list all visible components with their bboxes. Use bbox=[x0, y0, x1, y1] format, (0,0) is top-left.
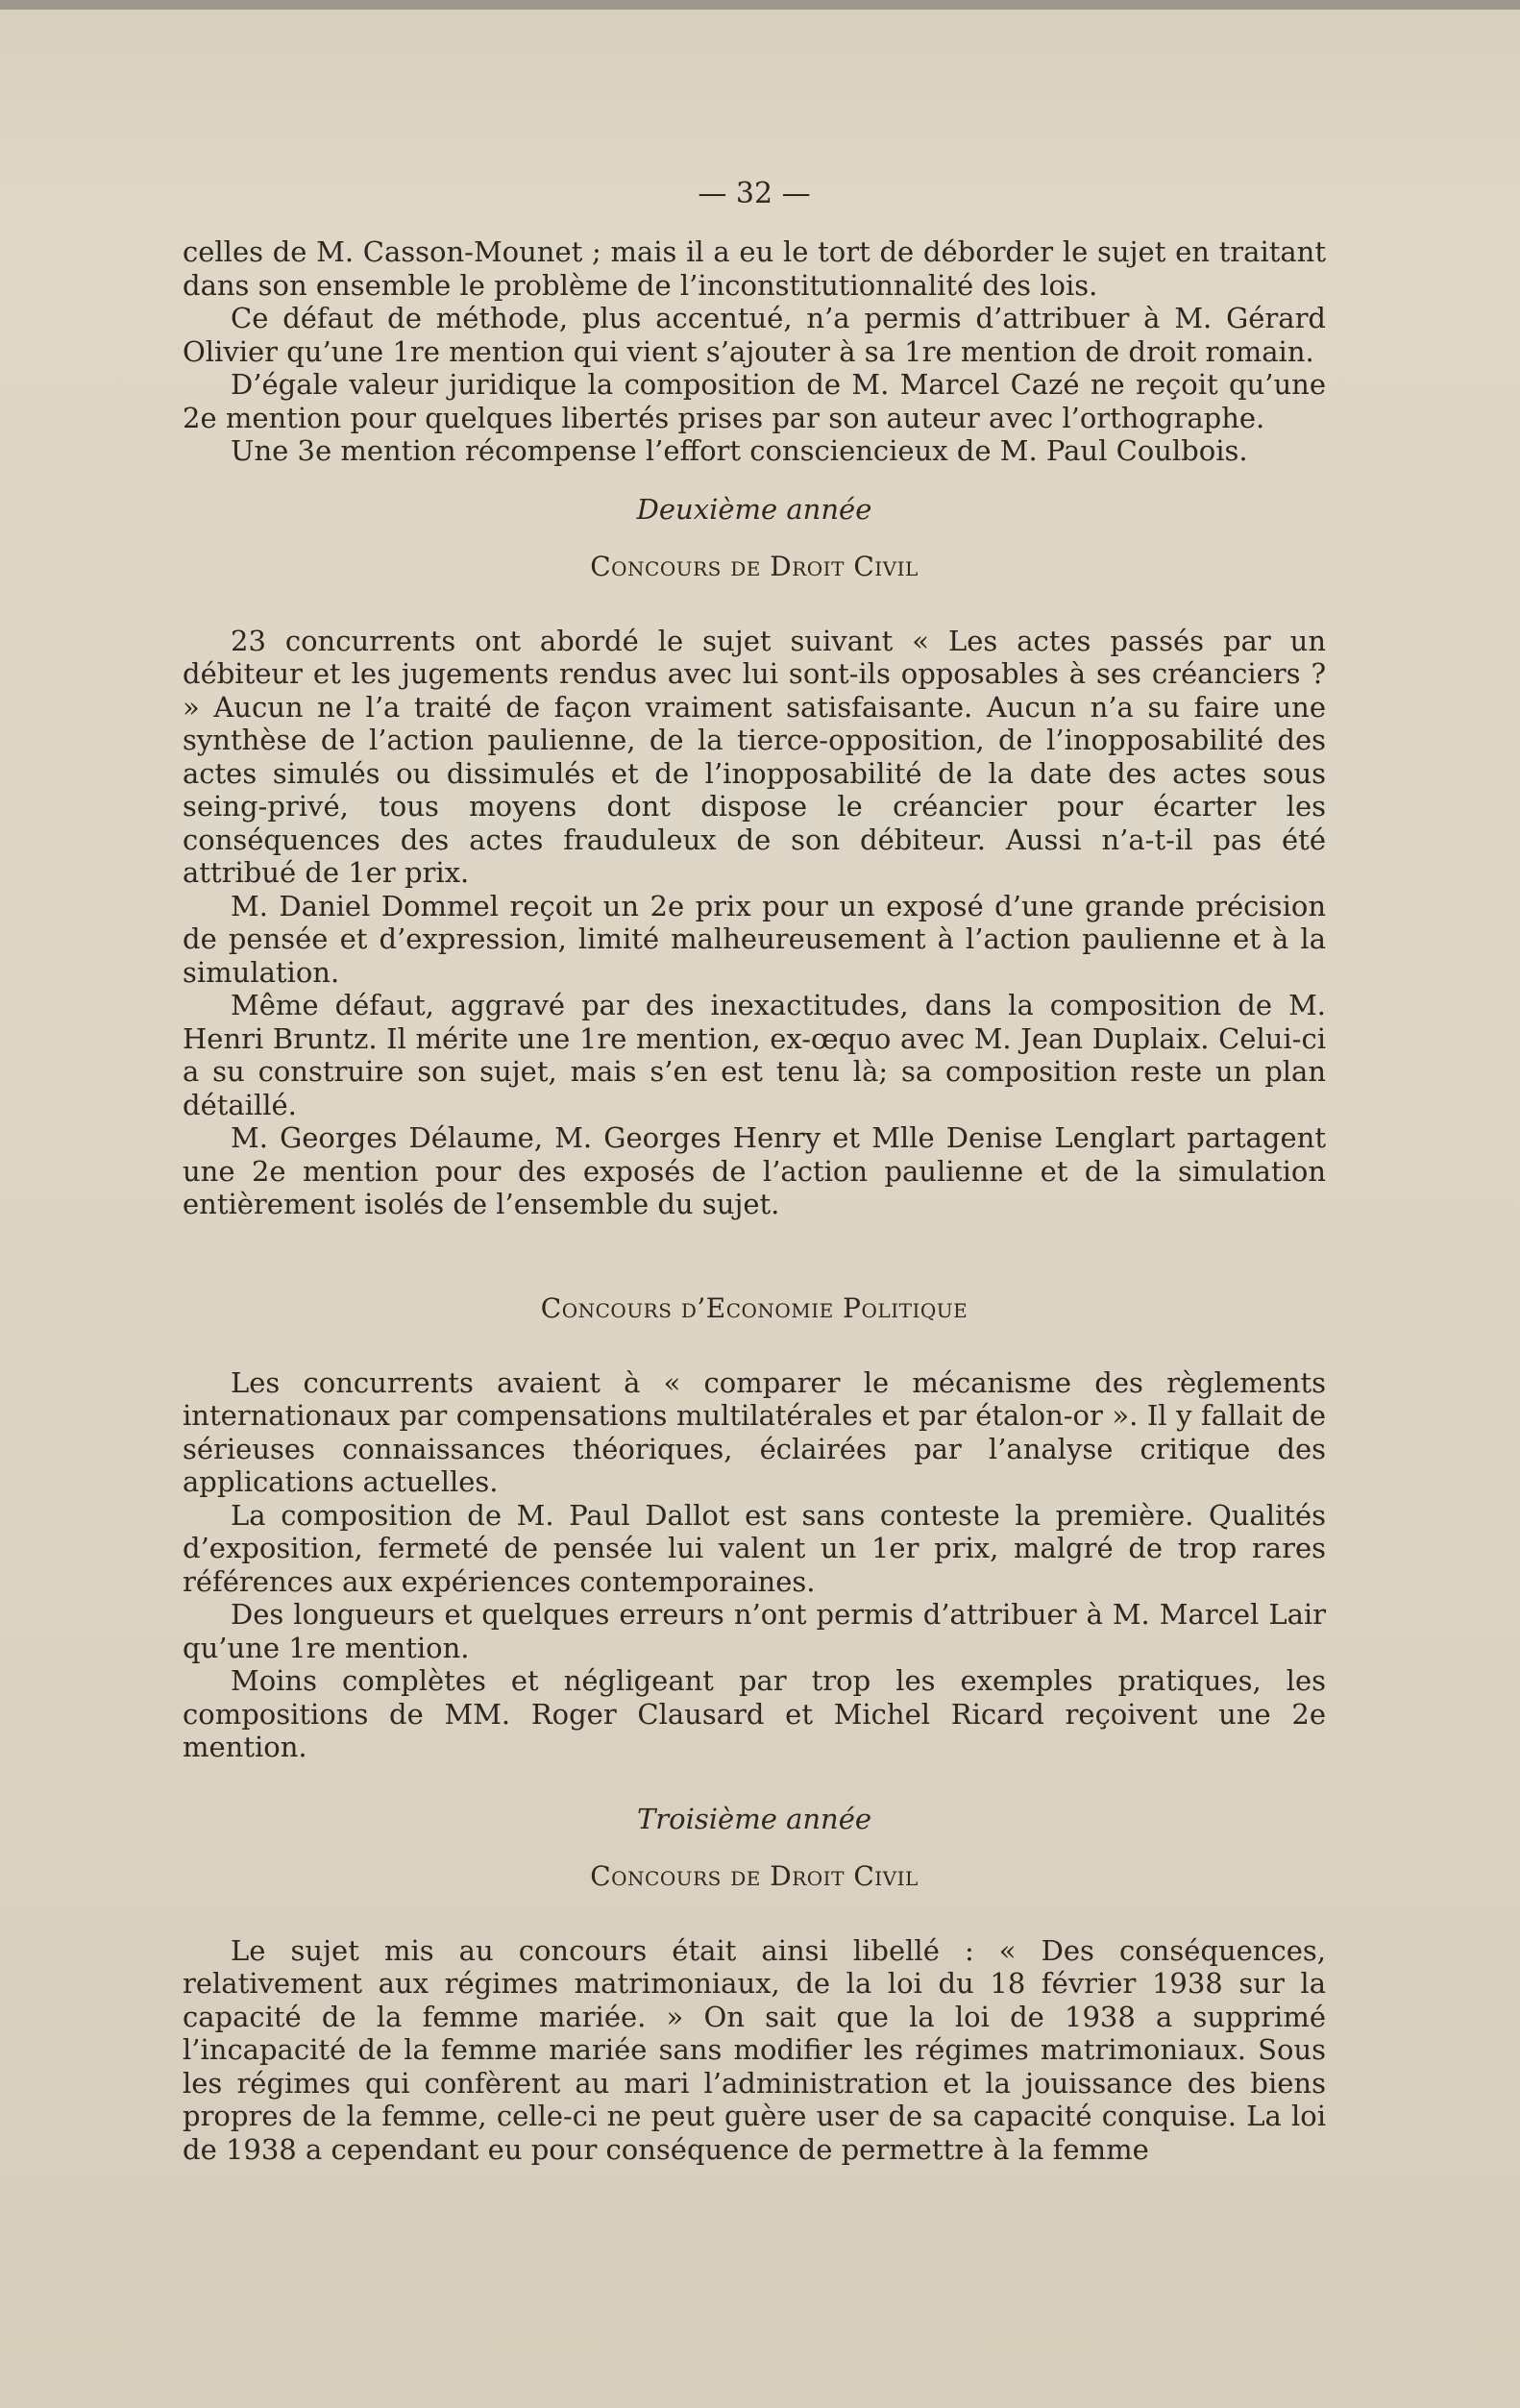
paragraph: Des longueurs et quelques erreurs n’ont permis d’attribuer à M. Marcel Lair qu’une 1re mention. bbox=[183, 1598, 1326, 1664]
spacer bbox=[183, 1221, 1326, 1277]
paragraph: Une 3e mention récompense l’effort consciencieux de M. Paul Coulbois. bbox=[231, 434, 1248, 467]
paragraph: La composition de M. Paul Dallot est sans conteste la première. Qualités d’exposition, fermeté de pensée lui valent un 1er prix, malgré de trop rares références aux expériences contemporaines. bbox=[183, 1498, 1326, 1598]
section-title-third-year: Troisième année bbox=[636, 1802, 872, 1835]
paragraph: M. Daniel Dommel reçoit un 2e prix pour un exposé d’une grande précision de pensée et d’expression, limité malheureusement à l’action paulienne et à la simulation. bbox=[183, 889, 1326, 989]
paragraph: Les concurrents avaient à « comparer le mécanisme des règlements internationaux par compensations multilatérales et par étalon-or ». Il y fallait de sérieuses connaissances théoriques, éclairées par l’analyse critique des applications actuelles. bbox=[183, 1365, 1326, 1498]
section-title-second-year: Deuxième année bbox=[636, 492, 872, 526]
paragraph: M. Georges Délaume, M. Georges Henry et Mlle Denise Lenglart partagent une 2e mention pour des exposés de l’action paulienne et de la simulation entièrement isolés de l’ensemble du sujet. bbox=[183, 1121, 1326, 1220]
paragraph-continuation: celles de M. Casson-Mounet ; mais il a eu le tort de déborder le sujet en traitant dans son ensemble le problème de l’inconstitutionnalité des lois. bbox=[183, 235, 1326, 302]
page-top-edge bbox=[0, 0, 1520, 10]
paragraph: Moins complètes et négligeant par trop les exemples pratiques, les compositions de MM. Roger Clausard et Michel Ricard reçoivent une 2e mention. bbox=[183, 1664, 1326, 1763]
paragraph: D’égale valeur juridique la composition de M. Marcel Cazé ne reçoit qu’une 2e mention pour quelques libertés prises par son auteur avec l’orthographe. bbox=[183, 368, 1326, 434]
heading-economie-politique: Concours d’Economie Politique bbox=[540, 1291, 968, 1324]
paragraph: Le sujet mis au concours était ainsi libellé : « Des conséquences, relativement aux régimes matrimoniaux, de la loi du 18 février 1938 sur la capacité de la femme mariée. » On sait que la loi de 1938 a supprimé l’incapacité de la femme mariée sans modifier les régimes matrimoniaux. Sous les régimes qui confèrent au mari l’administration et la jouissance des biens propres de la femme, celle-ci ne peut guère user de sa capacité conquise. La loi de 1938 a cependant eu pour conséquence de permettre à la femme bbox=[183, 1933, 1326, 2166]
paragraph: 23 concurrents ont abordé le sujet suivant « Les actes passés par un débiteur et les jugements rendus avec lui sont-ils opposables à ses créanciers ? » Aucun ne l’a traité de façon vraiment satisfaisante. Aucun n’a su faire une synthèse de l’action paulienne, de la tierce-opposition, de l’inopposabilité des actes simulés ou dissimulés et de l’inopposabilité de la date des actes sous seing-privé, tous moyens dont dispose le créancier pour écarter les conséquences des actes frauduleux de son débiteur. Aussi n’a-t-il pas été attribué de 1er prix. bbox=[183, 624, 1326, 889]
paragraph: Ce défaut de méthode, plus accentué, n’a permis d’attribuer à M. Gérard Olivier qu’une 1re mention qui vient s’ajouter à sa 1re mention de droit romain. bbox=[183, 302, 1326, 368]
text-column bbox=[183, 177, 1326, 2166]
page-number: — 32 — bbox=[698, 177, 811, 210]
heading-droit-civil-3: Concours de Droit Civil bbox=[590, 1859, 919, 1892]
paragraph: Même défaut, aggravé par des inexactitudes, dans la composition de M. Henri Bruntz. Il mérite une 1re mention, ex-œquo avec M. Jean Duplaix. Celui-ci a su construire son sujet, mais s’en est tenu là; sa composition reste un plan détaillé. bbox=[183, 989, 1326, 1121]
heading-droit-civil: Concours de Droit Civil bbox=[590, 550, 919, 582]
